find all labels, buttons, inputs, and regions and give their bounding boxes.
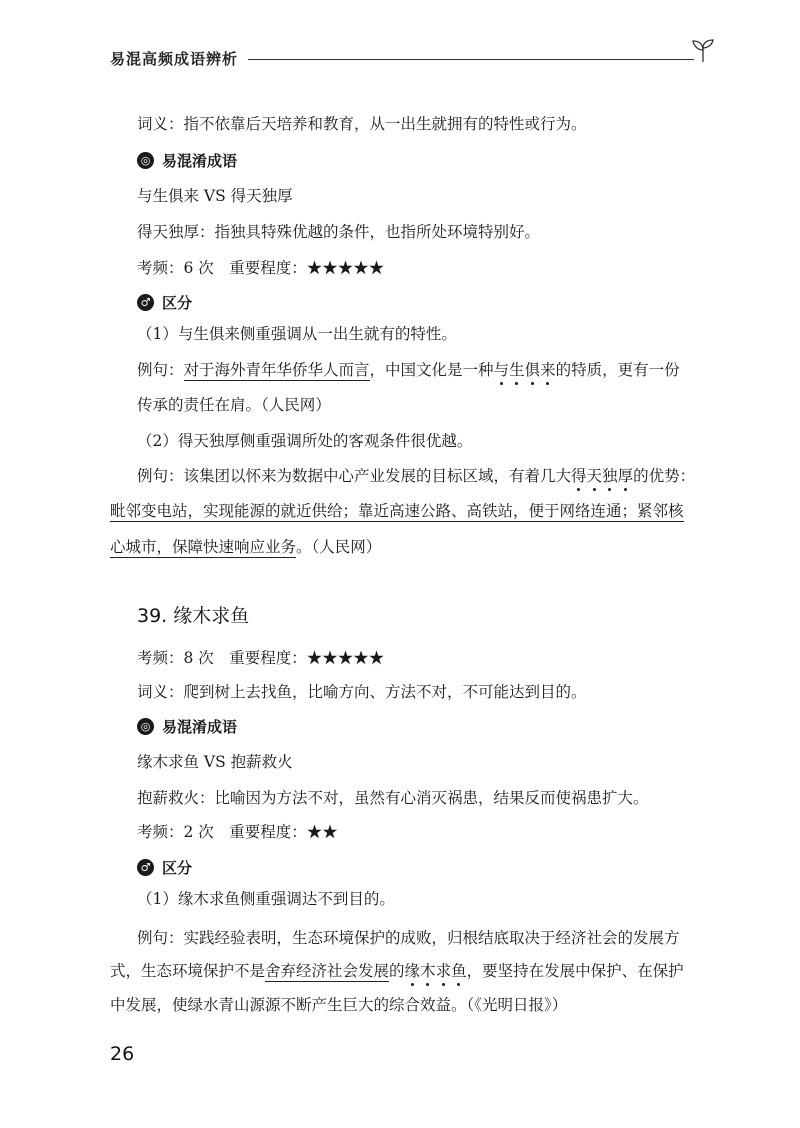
example-underlined: 心城市，保障快速响应业务 [110,538,297,556]
entry2-pair: 缘木求鱼 VS 抱薪救火 [137,753,293,771]
idiom-char: 来 [540,361,556,379]
idiom-char: 木 [420,962,436,980]
example-prefix: 例句： [137,361,184,379]
sprout-icon [690,38,716,64]
example-text: ，中国文化是一种 [369,361,494,379]
entry1-example1-line1 [137,359,680,381]
distinguish-icon: ♂ [137,294,154,311]
example-text: 例句：该集团以怀来为数据中心产业发展的目标区域，有着几大 [137,467,572,485]
entry2-frequency: 考频：8 次 重要程度：★★★★★ [137,649,385,667]
entry1-pair: 与生俱来 VS 得天独厚 [137,187,293,205]
entry2-example-line2 [110,960,684,982]
entry1-other-meaning: 得天独厚：指独具特殊优越的条件，也指所处环境特别好。 [137,223,541,241]
idiom-char: 求 [435,962,452,980]
entry2-meaning: 词义：爬到树上去找鱼，比喻方向、方法不对，不可能达到目的。 [137,683,587,701]
diff-label: 区分 [162,858,193,877]
example-text: 的优势： [633,467,696,485]
example-underlined: 舍弃经济社会发展 [265,962,390,980]
running-header [110,44,716,72]
header-rule [248,59,694,60]
confusable-label: 易混淆成语 [162,151,238,170]
entry-heading: 39. 缘木求鱼 [137,605,250,627]
entry2-confusable-header [137,715,237,737]
idiom-char: 厚 [617,467,634,485]
distinguish-icon: ♂ [137,859,154,876]
entry1-diff1: （1）与生俱来侧重强调从一出生就有的特性。 [137,325,457,343]
header-title: 易混高频成语辨析 [110,50,239,68]
page-number: 26 [110,1043,135,1065]
entry2-example-line1 [137,465,695,487]
example-text: 的 [389,962,405,980]
example-text: ，要坚持在发展中保护、在保护 [466,962,684,980]
diff-label: 区分 [162,293,193,312]
entry2-other-frequency: 考频：2 次 重要程度：★★ [137,823,338,841]
example-underlined: 毗邻变电站，实现能源的就近供给；靠近高速公路、高铁站，便于网络连通；紧邻核 [110,502,684,520]
entry1-example2-line2 [110,500,684,522]
idiom-char: 缘 [404,962,421,980]
entry1-example2-line3 [110,536,381,558]
entry1-frequency: 考频：6 次 重要程度：★★★★★ [137,259,385,277]
entry1-meaning: 词义：指不依靠后天培养和教育，从一出生就拥有的特性或行为。 [137,115,587,133]
example-text: 式，生态环境保护不是 [110,962,266,980]
entry2-other-meaning: 抱薪救火：比喻因为方法不对，虽然有心消灭祸患，结果反而使祸患扩大。 [137,789,649,807]
example-underlined: 对于海外青年华侨华人而言 [183,361,370,379]
idiom-char: 得 [571,467,587,485]
entry1-diff-header [137,291,192,313]
entry2-example-line3: 中发展，使绿水青山源源不断产生巨大的综合效益。（《光明日报》） [110,996,568,1014]
entry2-example-line1: 例句：实践经验表明，生态环境保护的成败，归根结底取决于经济社会的发展方 [137,929,680,947]
entry1-example1-line2: 传承的责任在肩。（人民网） [137,396,331,414]
entry2-diff1: （1）缘木求鱼侧重强调达不到目的。 [137,890,395,908]
idiom-char: 天 [586,467,603,485]
entry1-diff2: （2）得天独厚侧重强调所处的客观条件很优越。 [137,432,473,450]
idiom-char: 俱 [524,361,541,379]
idiom-char: 鱼 [451,962,467,980]
example-text: 。（人民网） [296,538,382,556]
entry2-diff-header [137,856,192,878]
example-text: 的特质，更有一份 [555,361,680,379]
idiom-char: 生 [509,361,525,379]
idiom-char: 与 [493,361,510,379]
entry1-confusable-header [137,149,237,171]
idiom-char: 独 [602,467,618,485]
confusable-icon: ◎ [137,718,154,735]
confusable-icon: ◎ [137,152,154,169]
confusable-label: 易混淆成语 [162,717,238,736]
